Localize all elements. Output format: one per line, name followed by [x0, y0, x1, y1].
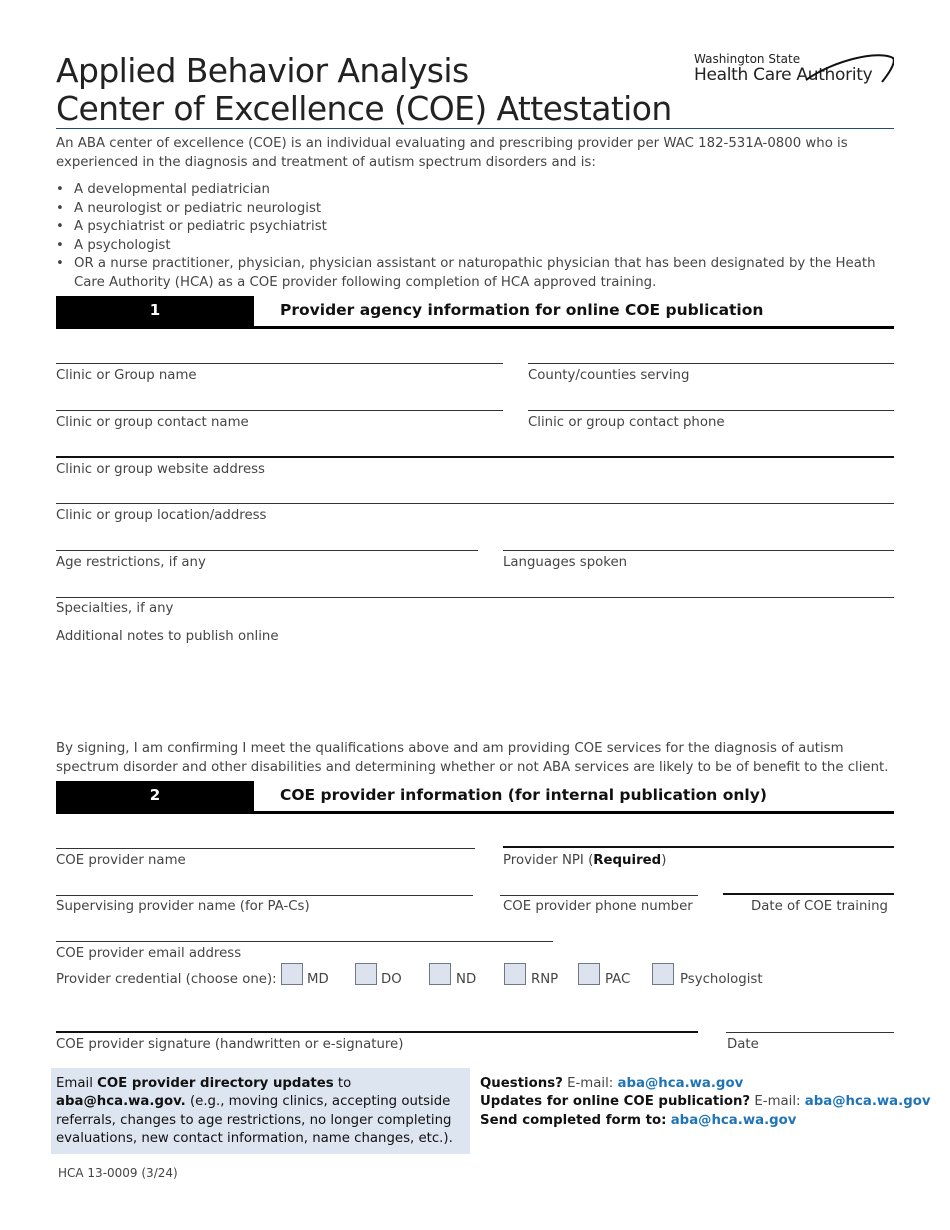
form-number: HCA 13-0009 (3/24): [58, 1166, 178, 1180]
credential-rnp-label: RNP: [531, 972, 559, 987]
training-date-label: Date of COE training: [751, 899, 888, 914]
credential-pac-label: PAC: [605, 972, 631, 987]
credential-psychologist-label: Psychologist: [680, 972, 763, 987]
logo-swoosh-icon: [694, 52, 894, 92]
credential-label: Provider credential (choose one):: [56, 972, 277, 987]
send-line: Send completed form to: aba@hca.wa.gov: [480, 1112, 797, 1128]
provider-phone-field[interactable]: [500, 895, 698, 896]
location-field[interactable]: [56, 503, 894, 504]
questions-line: Questions? E-mail: aba@hca.wa.gov: [480, 1076, 744, 1091]
section-2-header: [56, 781, 894, 814]
contact-name-label: Clinic or group contact name: [56, 415, 249, 430]
provider-npi-label: Provider NPI (Required): [503, 853, 667, 868]
section-1-number: 1: [56, 296, 254, 326]
provider-name-field[interactable]: [56, 848, 475, 849]
website-field[interactable]: [56, 456, 894, 458]
credential-pac-checkbox[interactable]: [578, 963, 600, 985]
clinic-name-field[interactable]: [56, 363, 503, 364]
credential-md-checkbox[interactable]: [281, 963, 303, 985]
credential-do-checkbox[interactable]: [355, 963, 377, 985]
logo-state-text: Washington State: [694, 52, 801, 66]
list-item: • A psychologist: [56, 237, 896, 256]
supervising-provider-label: Supervising provider name (for PA-Cs): [56, 899, 310, 914]
signature-date-field[interactable]: [726, 1032, 894, 1033]
specialties-field[interactable]: [56, 597, 894, 598]
signature-date-label: Date: [727, 1037, 759, 1052]
intro-paragraph: An ABA center of excellence (COE) is an individual evaluating and prescribing provider per WAC 182-531A-0800 who is experienced in the diagnosis and treatment of autism spectrum disorders and is:: [56, 136, 848, 170]
questions-email-link[interactable]: aba@hca.wa.gov: [617, 1076, 744, 1091]
supervising-provider-field[interactable]: [56, 895, 473, 896]
credential-do-label: DO: [381, 972, 402, 987]
location-label: Clinic or group location/address: [56, 508, 267, 523]
additional-notes-field[interactable]: [56, 650, 894, 730]
clinic-name-label: Clinic or Group name: [56, 368, 197, 383]
section-1-heading: Provider agency information for online COE publication: [280, 301, 764, 319]
attestation-paragraph: By signing, I am confirming I meet the qualifications above and am providing COE services for the diagnosis of autism spectrum disorder and other disabilities and determining whether or not ABA services are likely to be of benefit to the client.: [56, 741, 889, 775]
section-2-number: 2: [56, 781, 254, 811]
languages-field[interactable]: [503, 550, 894, 551]
provider-email-label: COE provider email address: [56, 946, 242, 961]
contact-phone-label: Clinic or group contact phone: [528, 415, 725, 430]
hca-logo: [694, 52, 894, 92]
signature-label: COE provider signature (handwritten or e-signature): [56, 1037, 404, 1052]
credential-rnp-checkbox[interactable]: [504, 963, 526, 985]
section-2-heading: COE provider information (for internal publication only): [280, 786, 767, 804]
logo-agency-text: Health Care Authority: [694, 65, 873, 85]
additional-notes-label: Additional notes to publish online: [56, 629, 279, 644]
counties-field[interactable]: [528, 363, 894, 364]
credential-psychologist-checkbox[interactable]: [652, 963, 674, 985]
qualification-list: [56, 181, 896, 292]
counties-label: County/counties serving: [528, 368, 690, 383]
contact-phone-field[interactable]: [528, 410, 894, 411]
signature-field[interactable]: [56, 1031, 698, 1033]
provider-npi-field[interactable]: [503, 846, 894, 848]
training-date-field[interactable]: [723, 893, 894, 895]
age-restrictions-field[interactable]: [56, 550, 478, 551]
provider-name-label: COE provider name: [56, 853, 186, 868]
languages-label: Languages spoken: [503, 555, 628, 570]
updates-email-link[interactable]: aba@hca.wa.gov: [804, 1094, 931, 1110]
credential-md-label: MD: [307, 972, 329, 987]
section-1-header: [56, 296, 894, 329]
updates-line: Updates for online COE publication? E-mail: aba@hca.wa.gov: [480, 1094, 931, 1110]
provider-phone-label: COE provider phone number: [503, 899, 693, 914]
list-item: • A psychiatrist or pediatric psychiatrist: [56, 218, 896, 237]
directory-updates-note: Email COE provider directory updates to aba@hca.wa.gov. (e.g., moving clinics, accepting outside referrals, changes to age restrictions, no longer completing evaluations, new contact information, name changes, etc.).: [51, 1068, 470, 1154]
title-line-1: Applied Behavior Analysis: [56, 51, 469, 90]
page-title: [56, 52, 672, 128]
title-divider: [56, 128, 894, 129]
website-label: Clinic or group website address: [56, 462, 265, 477]
credential-nd-checkbox[interactable]: [429, 963, 451, 985]
age-restrictions-label: Age restrictions, if any: [56, 555, 206, 570]
title-line-2: Center of Excellence (COE) Attestation: [56, 89, 672, 128]
credential-nd-label: ND: [456, 972, 477, 987]
list-item: • A neurologist or pediatric neurologist: [56, 200, 896, 219]
send-email-link[interactable]: aba@hca.wa.gov: [670, 1112, 797, 1128]
contact-name-field[interactable]: [56, 410, 503, 411]
list-item: • OR a nurse practitioner, physician, physician assistant or naturopathic physician that has been designated by the Heath Care Authority (HCA) as a COE provider following completion of HCA approved training.: [56, 255, 896, 292]
provider-email-field[interactable]: [56, 941, 553, 942]
contact-info: [480, 1075, 931, 1130]
list-item: • A developmental pediatrician: [56, 181, 896, 200]
specialties-label: Specialties, if any: [56, 601, 174, 616]
